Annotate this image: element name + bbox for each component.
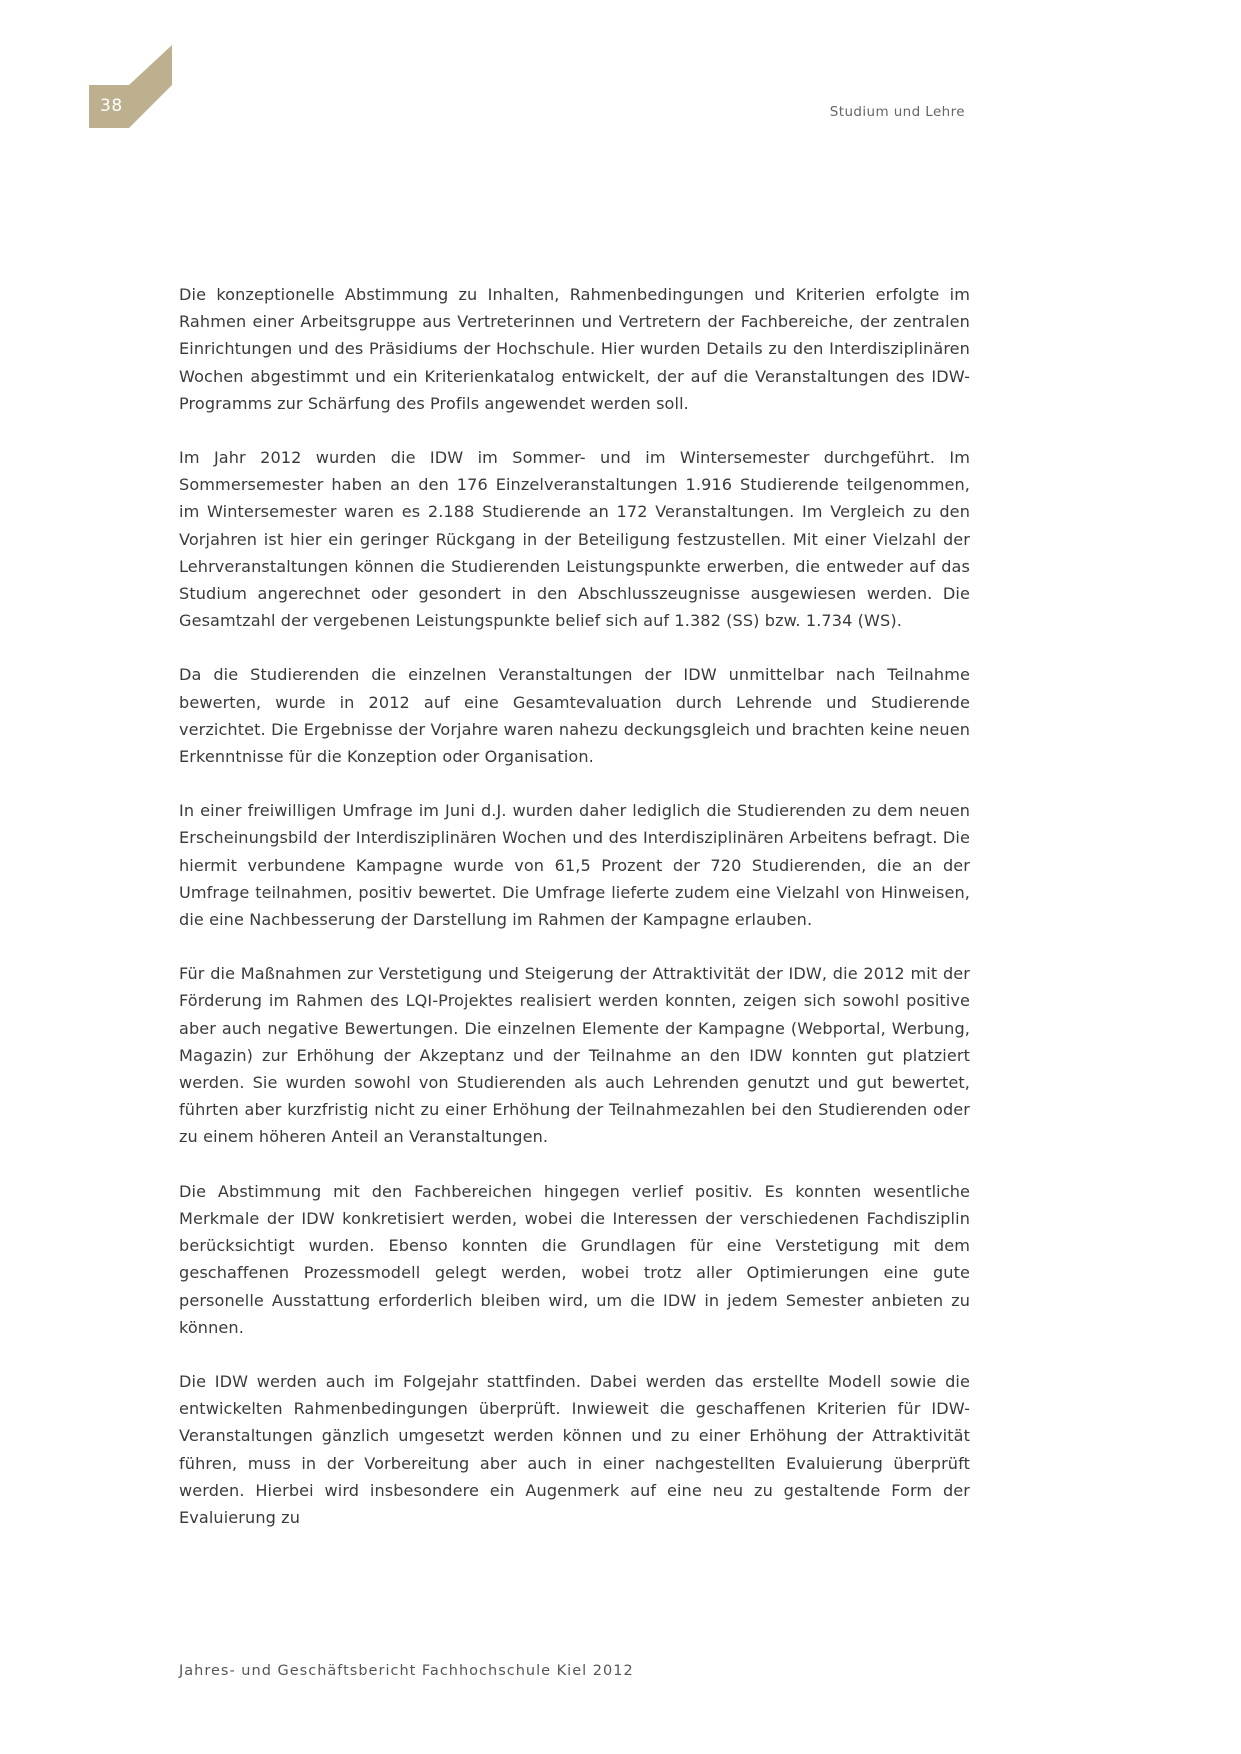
paragraph-3: Da die Studierenden die einzelnen Veranstaltungen der IDW unmittelbar nach Teilnahme bewerten, wurde in 2012 auf eine Gesamtevaluation durch Lehrende und Studierende verzichtet. Die Ergebnisse der Vorjahre waren nahezu deckungsgleich und brachten keine neuen Erkenntnisse für die Konzeption oder Organisation. (179, 665, 970, 767)
main-body-text (179, 281, 970, 1531)
paragraph-2: Im Jahr 2012 wurden die IDW im Sommer- und im Wintersemester durchgeführt. Im Sommersemester haben an den 176 Einzelveranstaltungen 1.916 Studierende teilgenommen, im Wintersemester waren es 2.188 Studierende an 172 Veranstaltungen. Im Vergleich zu den Vorjahren ist hier ein geringer Rückgang in der Beteiligung festzustellen. Mit einer Vielzahl der Lehrveranstaltungen können die Studierenden Leistungspunkte erwerben, die entweder auf das Studium angerechnet oder gesondert in den Abschlusszeugnisse ausgewiesen werden. Die Gesamtzahl der vergebenen Leistungspunkte belief sich auf 1.382 (SS) bzw. 1.734 (WS). (179, 448, 970, 631)
paragraph-1: Die konzeptionelle Abstimmung zu Inhalten, Rahmenbedingungen und Kriterien erfolgte im Rahmen einer Arbeitsgruppe aus Vertreterinnen und Vertretern der Fachbereiche, der zentralen Einrichtungen und des Präsidiums der Hochschule. Hier wurden Details zu den Interdisziplinären Wochen abgestimmt und ein Kriterienkatalog entwickelt, der auf die Veranstaltungen des IDW-Programms zur Schärfung des Profils angewendet werden soll. (179, 285, 970, 413)
paragraph-5: Für die Maßnahmen zur Verstetigung und Steigerung der Attraktivität der IDW, die 2012 mit der Förderung im Rahmen des LQI-Projektes realisiert werden konnten, zeigen sich sowohl positive aber auch negative Bewertungen. Die einzelnen Elemente der Kampagne (Webportal, Werbung, Magazin) zur Erhöhung der Akzeptanz und der Teilnahme an den IDW konnten gut platziert werden. Sie wurden sowohl von Studierenden als auch Lehrenden genutzt und gut bewertet, führten aber kurzfristig nicht zu einer Erhöhung der Teilnahmezahlen bei den Studierenden oder zu einem höheren Anteil an Veranstaltungen. (179, 964, 970, 1147)
footer-report-title: Jahres- und Geschäftsbericht Fachhochschule Kiel 2012 (179, 1663, 634, 1679)
running-header-section-title: Studium und Lehre (829, 104, 965, 120)
page-number: 38 (100, 96, 123, 116)
paragraph-7: Die IDW werden auch im Folgejahr stattfinden. Dabei werden das erstellte Modell sowie die entwickelten Rahmenbedingungen überprüft. Inwieweit die geschaffenen Kriterien für IDW-Veranstaltungen gänzlich umgesetzt werden können und zu einer Erhöhung der Attraktivität führen, muss in der Vorbereitung aber auch in einer nachgestellten Evaluierung überprüft werden. Hierbei wird insbesondere ein Augenmerk auf eine neu zu gestaltende Form der Evaluierung zu (179, 1371, 970, 1527)
paragraph-6: Die Abstimmung mit den Fachbereichen hingegen verlief positiv. Es konnten wesentliche Merkmale der IDW konkretisiert werden, wobei die Interessen der verschiedenen Fachdisziplin berücksichtigt wurden. Ebenso konnten die Grundlagen für eine Verstetigung mit dem geschaffenen Prozessmodell gelegt werden, wobei trotz aller Optimierungen eine gute personelle Ausstattung erforderlich bleiben wird, um die IDW in jedem Semester anbieten zu können. (179, 1181, 970, 1337)
paragraph-4: In einer freiwilligen Umfrage im Juni d.J. wurden daher lediglich die Studierenden zu dem neuen Erscheinungsbild der Interdisziplinären Wochen und des Interdisziplinären Arbeitens befragt. Die hiermit verbundene Kampagne wurde von 61,5 Prozent der 720 Studierenden, die an der Umfrage teilnahmen, positiv bewertet. Die Umfrage lieferte zudem eine Vielzahl von Hinweisen, die eine Nachbesserung der Darstellung im Rahmen der Kampagne erlauben. (179, 801, 970, 930)
